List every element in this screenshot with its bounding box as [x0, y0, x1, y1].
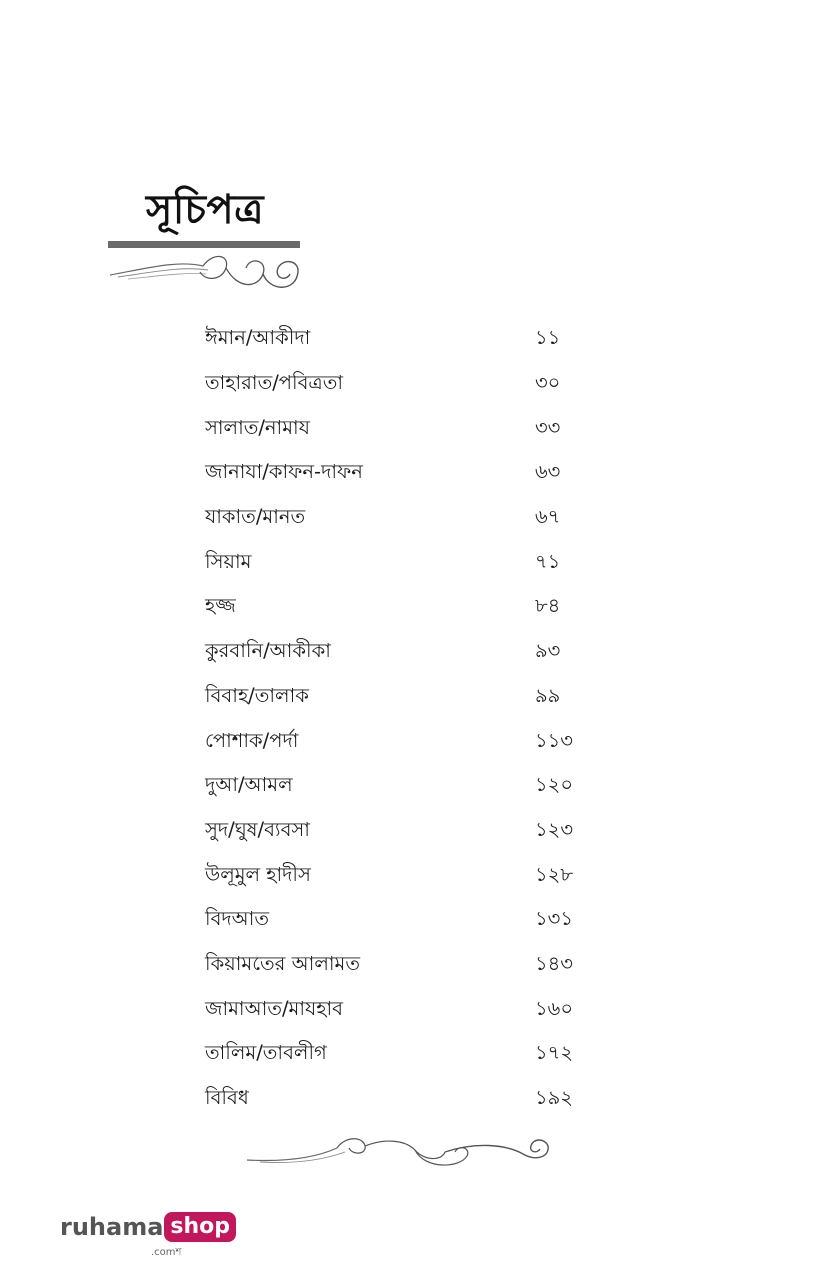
table-of-contents: [205, 318, 585, 1122]
toc-entry[interactable]: [205, 765, 585, 810]
toc-entry[interactable]: [205, 854, 585, 899]
toc-entry[interactable]: [205, 1078, 585, 1123]
page-title: সূচিপত্র: [146, 187, 264, 233]
toc-entry-page: ১৪৩: [535, 951, 573, 975]
toc-entry-page: ৯৩: [535, 639, 561, 663]
toc-entry-page: ৩৩: [535, 415, 561, 439]
toc-entry-page: ১২৩: [535, 817, 574, 841]
toc-entry-title: সুদ/ঘুষ/ব্যবসা: [205, 817, 310, 841]
toc-entry-page: ১৩১: [535, 907, 573, 931]
toc-entry-title: বিবাহ/তালাক: [205, 683, 309, 707]
toc-entry-page: ৭১: [535, 549, 561, 573]
toc-entry[interactable]: [205, 497, 585, 542]
toc-entry-title: তালিম/তাবলীগ: [205, 1041, 327, 1065]
toc-entry-title: হজ্জ: [205, 594, 236, 618]
toc-entry[interactable]: [205, 407, 585, 452]
toc-entry-title: কিয়ামতের আলামত: [205, 951, 360, 975]
toc-entry[interactable]: [205, 899, 585, 944]
ruhamashop-logo: [60, 1212, 236, 1242]
toc-entry-title: সিয়াম: [205, 549, 252, 573]
toc-entry-title: উলূমুল হাদীস: [205, 862, 311, 886]
toc-entry-page: ১১৩: [535, 728, 573, 752]
toc-entry-title: যাকাত/মানত: [205, 505, 306, 529]
toc-entry-page: ৬৭: [535, 505, 561, 529]
toc-entry-title: পোশাক/পর্দা: [205, 728, 299, 752]
toc-entry-title: দুআ/আমল: [205, 773, 293, 797]
toc-entry-page: ১৭২: [535, 1041, 574, 1065]
toc-entry-page: ১১: [535, 326, 561, 350]
toc-entry-page: ১২০: [535, 773, 574, 797]
toc-entry-title: জানাযা/কাফন-দাফন: [205, 460, 363, 484]
toc-entry-title: সালাত/নামায: [205, 415, 310, 439]
toc-entry[interactable]: [205, 631, 585, 676]
toc-entry[interactable]: [205, 944, 585, 989]
toc-entry-title: কুরবানি/আকীকা: [205, 639, 331, 663]
ornament-bottom-flourish: [245, 1132, 555, 1172]
toc-entry[interactable]: [205, 586, 585, 631]
toc-entry-title: বিবিধ: [205, 1086, 249, 1110]
toc-entry[interactable]: [205, 1033, 585, 1078]
title-underline: [108, 241, 300, 248]
ornament-top-flourish: [108, 250, 308, 295]
logo-dotcom-text: .comশ: [151, 1247, 182, 1258]
toc-entry-page: ৩০: [535, 371, 561, 395]
toc-entry-title: জামাআত/মাযহাব: [205, 996, 343, 1020]
logo-ruhama-text: ruhama: [60, 1213, 164, 1241]
toc-entry[interactable]: [205, 541, 585, 586]
toc-entry[interactable]: [205, 318, 585, 363]
toc-entry-page: ১২৮: [535, 862, 573, 886]
toc-entry-title: ঈমান/আকীদা: [205, 326, 311, 350]
toc-entry-title: তাহারাত/পবিত্রতা: [205, 371, 344, 395]
toc-entry[interactable]: [205, 452, 585, 497]
toc-entry-page: ৯৯: [535, 683, 561, 707]
toc-entry-page: ১৯২: [535, 1086, 573, 1110]
toc-entry-title: বিদআত: [205, 907, 270, 931]
toc-entry[interactable]: [205, 810, 585, 855]
toc-entry-page: ৬৩: [535, 460, 561, 484]
logo-shop-badge: shop: [164, 1212, 236, 1242]
toc-entry[interactable]: [205, 988, 585, 1033]
toc-entry-page: ৮৪: [535, 594, 561, 618]
toc-entry[interactable]: [205, 720, 585, 765]
toc-entry[interactable]: [205, 676, 585, 721]
toc-entry[interactable]: [205, 363, 585, 408]
toc-entry-page: ১৬০: [535, 996, 574, 1020]
